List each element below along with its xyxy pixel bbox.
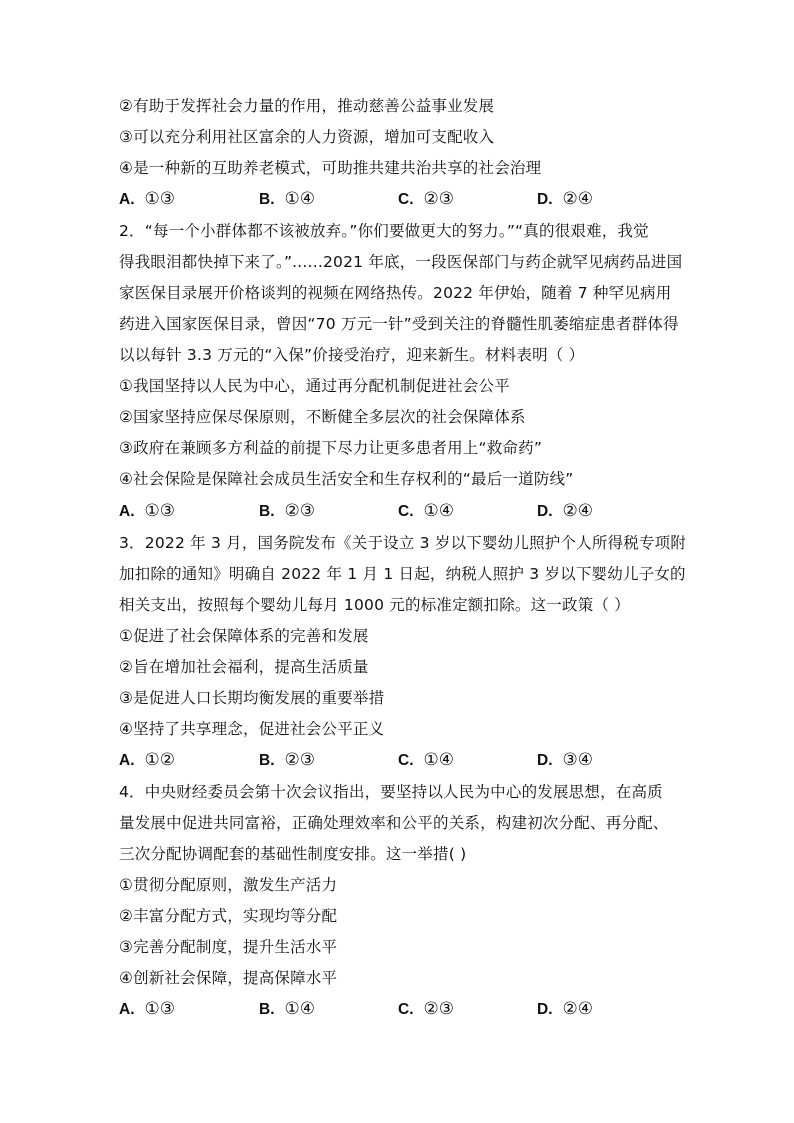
q4-option-d: D. ②④: [537, 999, 593, 1019]
q1-option-d: D. ②④: [537, 189, 593, 209]
q2-statement-1: ①我国坚持以人民为中心，通过再分配机制促进社会公平: [119, 377, 510, 395]
q4-statement-3: ③完善分配制度，提升生活水平: [119, 938, 338, 956]
q4-stem-line: 三次分配协调配套的基础性制度安排。这一举措( ): [119, 845, 467, 863]
q1-option-b: B. ①④: [259, 189, 315, 209]
q1-option-c: C. ②③: [398, 189, 454, 209]
q3-stem-line: 3．2022 年 3 月，国务院发布《关于设立 3 岁以下婴幼儿照护个人所得税专项附: [119, 534, 687, 552]
q1-statement-3: ③可以充分利用社区富余的人力资源，增加可支配收入: [119, 128, 495, 146]
q2-options: [119, 500, 679, 522]
q2-option-c: C. ①④: [398, 501, 454, 521]
q3-stem-line: 相关支出，按照每个婴幼儿每月 1000 元的标准定额扣除。这一政策（ ）: [119, 596, 630, 614]
q2-stem-line: 药进入国家医保目录，曾因“70 万元一针”受到关注的脊髓性肌萎缩症患者群体得: [119, 315, 679, 333]
q2-stem-line: 2．“每一个小群体都不该被放弃。”你们要做更大的努力。”“真的很艰难，我觉: [119, 222, 649, 240]
q3-stem-line: 加扣除的通知》明确自 2022 年 1 月 1 日起，纳税人照护 3 岁以下婴幼儿子女的: [119, 565, 686, 583]
q2-option-d: D. ②④: [537, 501, 593, 521]
q1-options: [119, 188, 679, 210]
q2-option-a: A. ①③: [119, 501, 175, 521]
q4-stem-line: 4．中央财经委员会第十次会议指出，要坚持以人民为中心的发展思想，在高质: [119, 783, 663, 801]
q3-statement-2: ②旨在增加社会福利，提高生活质量: [119, 658, 369, 676]
q2-option-b: B. ②③: [259, 501, 315, 521]
q2-statement-3: ③政府在兼顾多方利益的前提下尽力让更多患者用上“救命药”: [119, 439, 543, 457]
q3-options: [119, 749, 679, 771]
q4-option-a: A. ①③: [119, 999, 175, 1019]
q2-stem-line: 家医保目录展开价格谈判的视频在网络热传。2022 年伊始，随着 7 种罕见病用: [119, 284, 672, 302]
q1-statement-2: ②有助于发挥社会力量的作用，推动慈善公益事业发展: [119, 97, 495, 115]
q4-statement-2: ②丰富分配方式，实现均等分配: [119, 907, 338, 925]
q3-option-c: C. ①④: [398, 750, 454, 770]
q2-statement-4: ④社会保险是保障社会成员生活安全和生存权利的“最后一道防线”: [119, 470, 574, 488]
q4-option-b: B. ①④: [259, 999, 315, 1019]
q1-option-a: A. ①③: [119, 189, 175, 209]
q3-option-b: B. ②③: [259, 750, 315, 770]
q2-stem-line: 以以每针 3.3 万元的“入保”价接受治疗，迎来新生。材料表明（ ）: [119, 346, 585, 364]
q3-option-d: D. ③④: [537, 750, 593, 770]
q4-statement-4: ④创新社会保障，提高保障水平: [119, 969, 338, 987]
q4-statement-1: ①贯彻分配原则，激发生产活力: [119, 876, 338, 894]
q4-stem-line: 量发展中促进共同富裕，正确处理效率和公平的关系，构建初次分配、再分配、: [119, 814, 669, 832]
q1-statement-4: ④是一种新的互助养老模式，可助推共建共治共享的社会治理: [119, 159, 542, 177]
q2-stem-line: 得我眼泪都快掉下来了。”......2021 年底，一段医保部门与药企就罕见病药品进国: [119, 253, 683, 271]
q3-statement-3: ③是促进人口长期均衡发展的重要举措: [119, 689, 385, 707]
q4-option-c: C. ②③: [398, 999, 454, 1019]
q3-option-a: A. ①②: [119, 750, 175, 770]
q4-options: [119, 998, 679, 1020]
q3-statement-4: ④坚持了共享理念，促进社会公平正义: [119, 720, 385, 738]
q2-statement-2: ②国家坚持应保尽保原则，不断健全多层次的社会保障体系: [119, 408, 526, 426]
q3-statement-1: ①促进了社会保障体系的完善和发展: [119, 627, 369, 645]
